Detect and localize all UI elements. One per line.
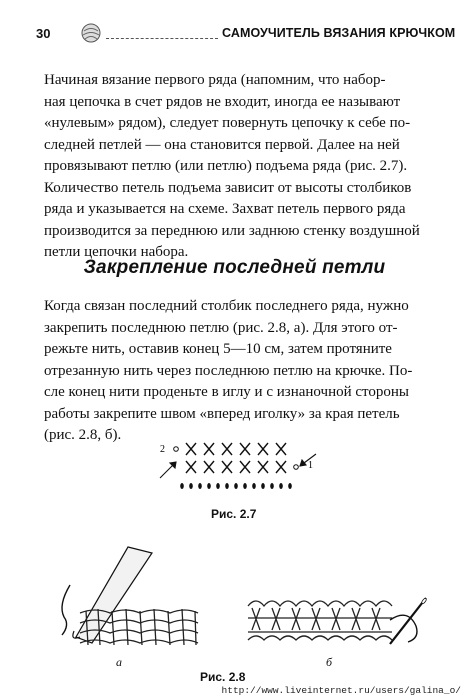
paragraph-intro: Начиная вязание первого ряда (напомним, что набор- ная цепочка в счет рядов не входит, иногда ее называют «нулевым» рядом), следует повернуть цепочку к себе по- следней петлей — она становится первой. Далее на ней провязывают петлю (или петлю) подъема ряда (рис. 2.7). Количество петель подъема зависит от высоты столбиков ряда и указывается на схеме. Захват петель первого ряда производится за переднюю или заднюю стенку воздушной петли цепочки набора. [44,72,420,260]
arrow-left-icon [160,462,176,478]
sewing-needle-icon [390,598,427,644]
chain-loop-icon [294,465,299,470]
figure-2-7-caption: Рис. 2.7 [211,507,257,521]
row-label-2: 2 [160,444,165,455]
figure-2-8b-label: б [326,655,333,669]
stitch-row-1 [186,461,286,473]
knitted-fabric [248,601,392,640]
paragraph-fastening: Когда связан последний столбик последнего ряда, нужно закрепить последнюю петлю (рис. 2.8, а). Для этого от- режьте нить, оставив конец 5—10 см, затем протяните отрезанную нить через последнюю петлю на крючке. По- сле конец нити проденьте в иглу и с изнаночной стороны работы закрепите швом «вперед иголку» за края петель (рис. 2.8, б). [44,298,413,443]
yarn-tail [62,585,70,635]
figure-2-8b-illustration [240,592,430,648]
yarn-ball-icon [80,22,102,44]
row-label-1: 1 [308,460,313,471]
section-title: Закрепление последней петли [83,257,386,278]
figure-2-8a-label: а [116,655,122,669]
page-header [26,22,456,44]
foundation-chain [180,483,292,489]
figure-2-8-caption: Рис. 2.8 [200,670,246,684]
page-number: 30 [36,26,51,41]
chain-loop-icon [174,447,179,452]
figure-2-8a-illustration [40,545,200,650]
figure-2-7-diagram [158,438,318,496]
header-rule [106,38,218,40]
book-title: САМОУЧИТЕЛЬ ВЯЗАНИЯ КРЮЧКОМ [222,26,456,40]
stitch-row-2 [186,443,286,455]
source-watermark: http://www.liveinternet.ru/users/galina_o/ [221,685,461,696]
